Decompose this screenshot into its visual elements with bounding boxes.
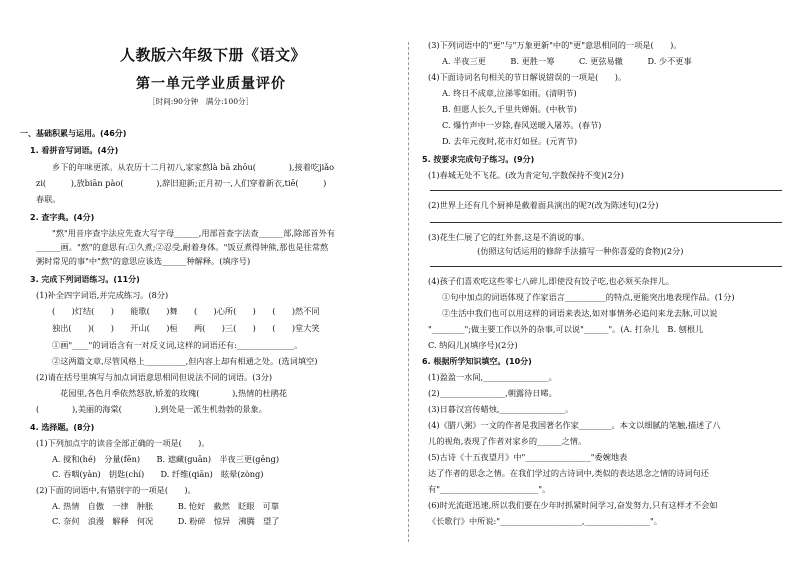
- text-line: "熬"用音序查字法应先查大写字母______,用部首查字法查______部,除部首外有: [52, 228, 335, 238]
- question-heading: 3. 完成下列词语练习。(11分): [30, 275, 140, 284]
- text-line: 有"________________________"。: [428, 484, 551, 494]
- text-line: (4)《腊八粥》一文的作者是我国著名作家________。本文以细腻的笔触,描述了八: [428, 420, 721, 430]
- text-line: ①句中加点的词语体现了作家语言__________的特点,更能突出地表现作品。(1分): [442, 292, 735, 302]
- option-line: A. 终日不成章,泣涕零如雨。(清明节): [442, 88, 577, 98]
- text-line: 粥时常见的事"中"熬"的意思应该选______种解释。(填序号): [36, 256, 251, 266]
- question-heading: 5. 按要求完成句子练习。(9分): [422, 155, 535, 164]
- text-line: (5)古诗《十五夜望月》中"________________"委婉地表: [428, 452, 628, 462]
- question-heading: 2. 查字典。(4分): [30, 213, 95, 222]
- column-divider: [408, 42, 409, 542]
- text-line: (4)下面诗词名句相关的节日解说错误的一项是( )。: [428, 72, 627, 82]
- text-line: 乡下的年味更浓。从农历十二月初八,家家熬là bā zhōu( ),接着吃jiǎo: [52, 162, 335, 172]
- section-heading: 一、基础积累与运用。(46分): [20, 129, 127, 138]
- text-line: ①画"____"的词语含有一对反义词,这样的词语还有:______________。: [52, 340, 303, 350]
- text-line: 花园里,各色月季依然怒放,娇羞的玫瑰( ),热情的杜鹃花: [60, 388, 288, 398]
- word-row: ( )灯结( ) 能歌( )舞 ( )心所( ) ( )然不同: [52, 306, 320, 316]
- text-line: zi( ),放biān pào( ),辞旧迎新;正月初一,人们穿着新衣,tiē( ): [36, 178, 327, 188]
- option-line: C. 爆竹声中一岁除,春风送暖入屠苏。(春节): [442, 120, 602, 130]
- text-line: 春联。: [36, 194, 61, 204]
- text-line: (1)补全四字词语,并完成练习。(8分): [36, 290, 169, 300]
- text-line: (6)时光流逝迅速,所以我们要在少年时抓紧时间学习,奋发努力,只有这样才不会如: [428, 500, 718, 510]
- text-line: 达了作者的思念之情。在我们学过的古诗词中,类似的表达思念之情的诗词句还: [428, 468, 709, 478]
- text-line: 儿的视角,表现了作者对家乡的______之情。: [428, 436, 587, 446]
- text-line: (2)________________,朝露待日晞。: [428, 388, 557, 398]
- text-line: (1)盈盈一水间,________________。: [428, 372, 557, 382]
- question-heading: 4. 选择题。(8分): [30, 423, 95, 432]
- page-title: 人教版六年级下册《语文》: [120, 46, 307, 64]
- option-line: A. 半夜三更 B. 更胜一筹 C. 更弦易辙 D. 少不更事: [442, 56, 692, 66]
- answer-line[interactable]: [430, 222, 782, 223]
- option-line: D. 去年元夜时,花市灯如昼。(元宵节): [442, 136, 578, 146]
- text-line: (4)孩子们喜欢吃这些零七八碎儿,即使没有饺子吃,也必须买杂拌儿。: [428, 276, 675, 286]
- text-line: (仿照这句话运用的修辞手法描写一种你喜爱的食物)(2分): [428, 246, 684, 256]
- page-subtitle: 第一单元学业质量评价: [136, 76, 286, 92]
- text-line: (1)春城无处不飞花。(改为肯定句,字数保持不变)(2分): [428, 170, 624, 180]
- word-row: 独出( )( ) 开山( )桓 两( )三( ) ( )堂大笑: [52, 323, 320, 333]
- text-line: 《长歌行》中所说:"____________________,________________"。: [428, 516, 662, 526]
- text-line: (3)下列词语中的"更"与"万象更新"中的"更"意思相同的一项是( )。: [428, 40, 682, 50]
- text-line: (2)请在括号里填写与加点词语意思相同但说法不同的词语。(3分): [36, 372, 273, 382]
- answer-line[interactable]: [430, 190, 782, 191]
- text-line: (2)世界上还有几个厨神是截着面具演出的呢?(改为陈述句)(2分): [428, 200, 659, 210]
- text-line: ______画。"熬"的意思有:①久煮;②忍受,耐着身体。"饭豆煮得钟熊,那也是往常熬: [36, 242, 329, 252]
- text-line: "________";做主要工作以外的杂事,可以说"______"。(A. 打杂儿 B. 刨根儿: [428, 324, 704, 334]
- text-line: ( ),美丽的海棠( ),到处是一派生机勃勃的景象。: [36, 404, 267, 414]
- text-line: (2)下面的词语中,有错别字的一项是( )。: [36, 485, 196, 495]
- text-line: ②这两篇文章,尽管风格上__________,但内容上却有相通之处。(选词填空): [52, 356, 318, 366]
- option-line: A. 搅和(hé) 分量(fēn) B. 遮藏(guān) 半夜三更(gēng): [52, 454, 280, 464]
- text-line: (3)日暮汉宫传蜡烛,________________。: [428, 404, 574, 414]
- option-line: B. 但愿人长久,千里共婵娟。(中秋节): [442, 104, 577, 114]
- question-heading: 6. 根据所学知识填空。(10分): [422, 357, 532, 366]
- text-line: ②生活中我们也可以用这样的词语来表达,如对事情务必追问来龙去脉,可以说: [442, 308, 718, 318]
- text-line: (1)下列加点字的读音全部正确的一项是( )。: [36, 438, 210, 448]
- text-line: C. 纳闷儿)(填序号)(2分): [428, 340, 518, 350]
- option-line: C. 奈何 浪漫 解释 何况 D. 粉碎 惊异 沸腾 望了: [52, 516, 280, 526]
- text-line: (3)花生仁展了它的红外套,这是不消说的事。: [428, 232, 590, 242]
- question-heading: 1. 看拼音写词语。(4分): [30, 146, 119, 155]
- exam-meta: ［时间:90分钟 满分:100分］: [148, 97, 254, 106]
- option-line: C. 吞咽(yàn) 钥匙(chí) D. 纤维(qiān) 眩晕(zòng): [52, 469, 264, 479]
- answer-line[interactable]: [430, 266, 782, 267]
- option-line: A. 热情 自傲 一律 肿胀 B. 怆好 截然 眨眼 可靠: [52, 501, 280, 511]
